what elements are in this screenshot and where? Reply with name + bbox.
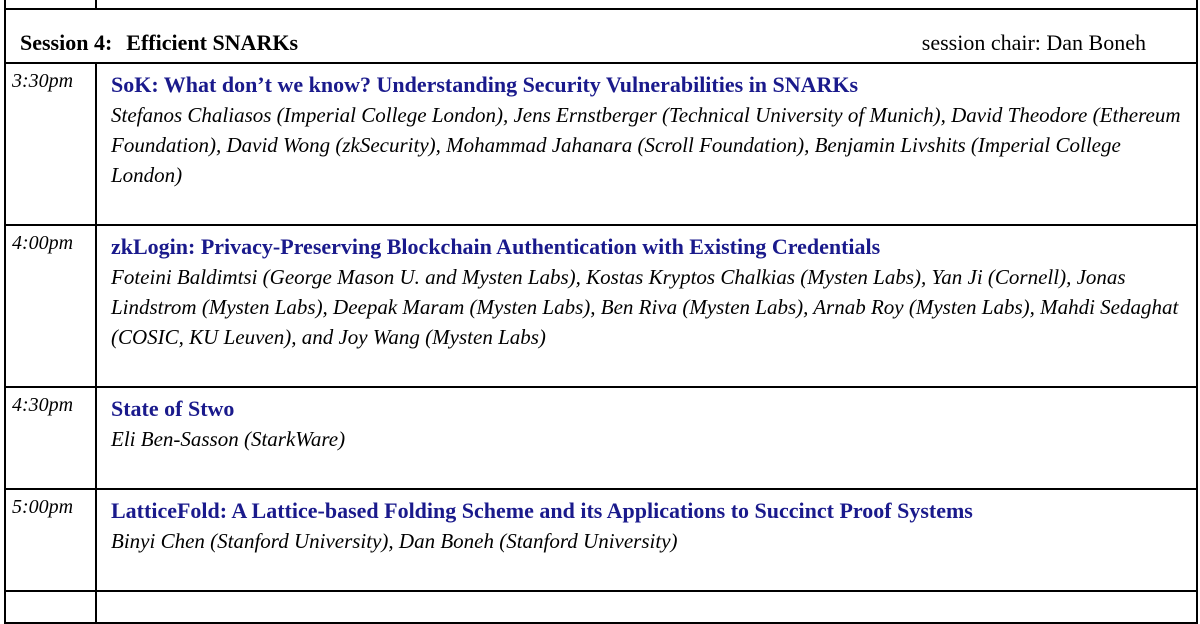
time-cell xyxy=(5,0,96,9)
talk-row xyxy=(5,225,1197,387)
talk-row xyxy=(5,489,1197,591)
talk-authors: Stefanos Chaliasos (Imperial College London), Jens Ernstberger (Technical University of Munich), David Theodore (Ethereum Foundation), David Wong (zkSecurity), Mohammad Jahanara (Scroll Foundation), Benjamin Livshits (Imperial College London) xyxy=(111,103,1181,187)
talk-row xyxy=(5,387,1197,489)
talk-authors: Foteini Baldimtsi (George Mason U. and Mysten Labs), Kostas Kryptos Chalkias (Mysten Labs), Yan Ji (Cornell), Jonas Lindstrom (Mysten Labs), Deepak Maram (Mysten Labs), Ben Riva (Mysten Labs), Arnab Roy (Mysten Labs), Mahdi Sedaghat (COSIC, KU Leuven), and Joy Wang (Mysten Labs) xyxy=(111,265,1179,349)
talk-time: 5:00pm xyxy=(5,489,96,591)
talk-time: 4:00pm xyxy=(5,225,96,387)
talk-body xyxy=(96,387,1197,489)
talk-title-link[interactable]: SoK: What don’t we know? Understanding Security Vulnerabilities in SNARKs xyxy=(111,72,859,97)
talk-body xyxy=(96,225,1197,387)
session-header-row xyxy=(5,9,1197,63)
session-name: Efficient SNARKs xyxy=(126,30,299,55)
program-table xyxy=(4,0,1198,624)
time-cell xyxy=(5,591,96,623)
body-cell xyxy=(96,591,1197,623)
talk-time: 3:30pm xyxy=(5,63,96,225)
talk-row xyxy=(5,63,1197,225)
talk-title-link[interactable]: State of Stwo xyxy=(111,396,235,421)
talk-authors: Binyi Chen (Stanford University), Dan Boneh (Stanford University) xyxy=(111,529,678,553)
talk-title-link[interactable]: zkLogin: Privacy-Preserving Blockchain Authentication with Existing Credentials xyxy=(111,234,881,259)
session-header-cell xyxy=(5,9,1197,63)
talk-body xyxy=(96,489,1197,591)
session-header xyxy=(6,30,1196,62)
session-title xyxy=(20,30,298,56)
talk-title-link[interactable]: LatticeFold: A Lattice-based Folding Scheme and its Applications to Succinct Proof Systems xyxy=(111,498,973,523)
previous-row-stub xyxy=(5,0,1197,9)
session-chair: session chair: Dan Boneh xyxy=(921,30,1146,55)
session-number: Session 4: xyxy=(20,30,113,55)
body-cell xyxy=(96,0,1197,9)
talk-body xyxy=(96,63,1197,225)
talk-time: 4:30pm xyxy=(5,387,96,489)
talk-authors: Eli Ben-Sasson (StarkWare) xyxy=(111,427,346,451)
next-row-stub xyxy=(5,591,1197,623)
